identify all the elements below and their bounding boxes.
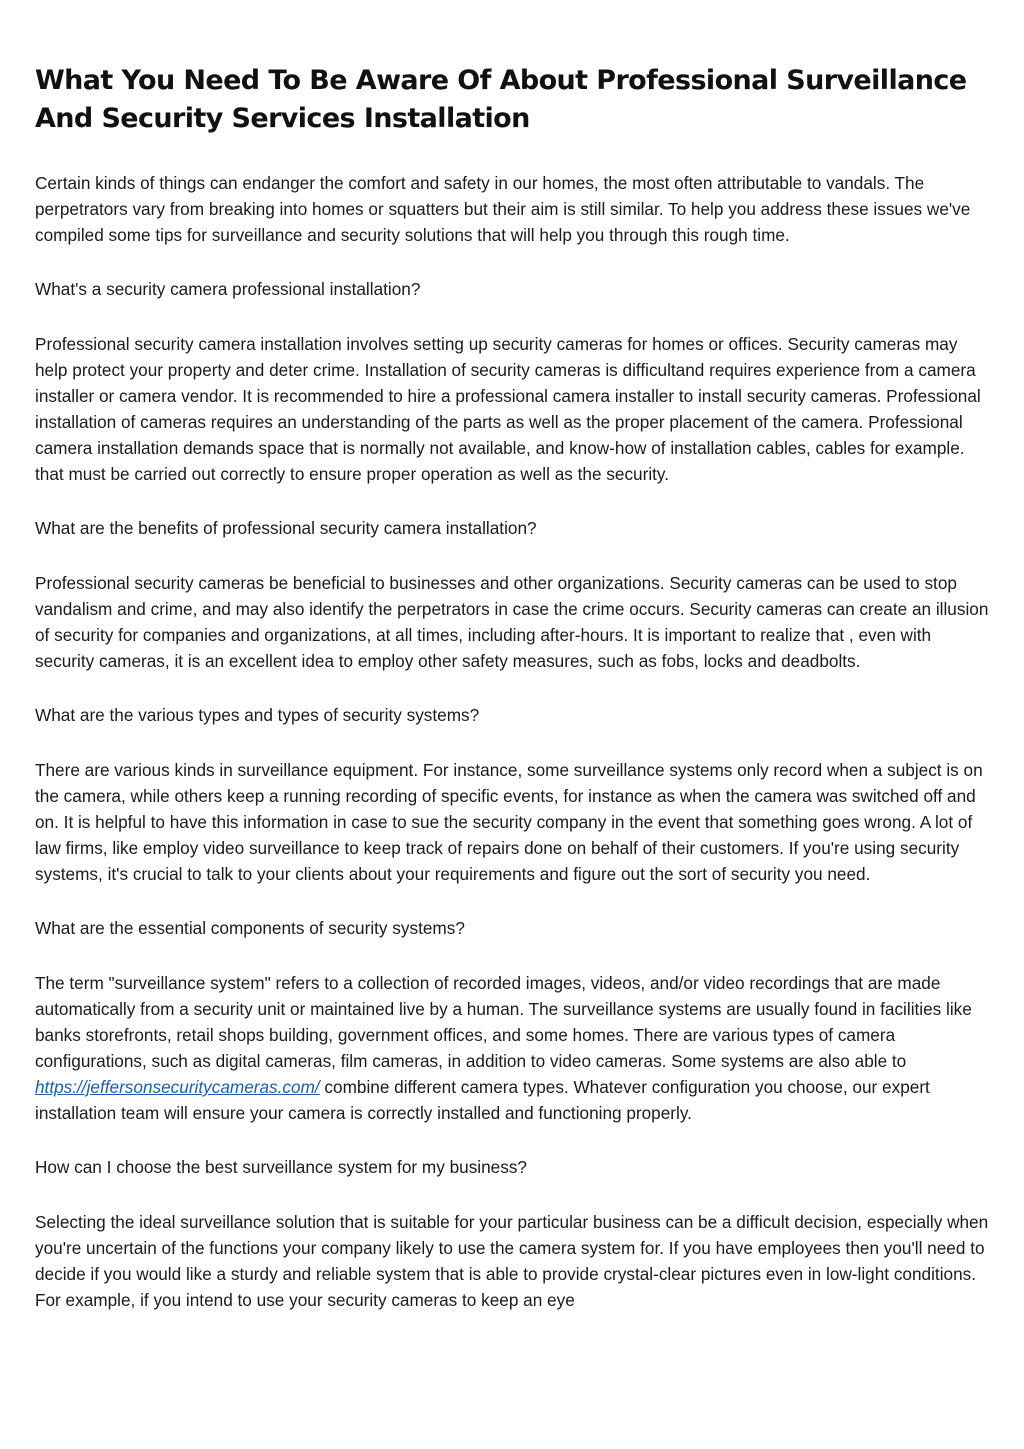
question-heading-2: What are the benefits of professional security camera installation? — [35, 518, 537, 538]
question-heading-1: What's a security camera professional installation? — [35, 279, 421, 299]
paragraph-benefits: Professional security cameras be beneficial to businesses and other organizations. Security cameras can be used to stop vandalism and crime, and may also identify the perpetrators in case the crime occurs. Security cameras can create an illusion of security for companies and organizations, at all times, including after-hours. It is important to realize that , even with security cameras, it is an excellent idea to employ other safety measures, such as fobs, locks and deadbolts. — [35, 573, 989, 671]
question-heading-3: What are the various types and types of security systems? — [35, 705, 480, 725]
question-heading-4: What are the essential components of security systems? — [35, 918, 465, 938]
website-link[interactable]: https://jeffersonsecuritycameras.com/ — [35, 1077, 320, 1097]
article-title: What You Need To Be Aware Of About Professional Surveillance And Security Services Installation — [35, 65, 967, 134]
paragraph-types: There are various kinds in surveillance equipment. For instance, some surveillance systems only record when a subject is on the camera, while others keep a running recording of specific events, for instance as when the camera was switched off and on. It is helpful to have this information in case to sue the security company in the event that something goes wrong. A lot of law firms, like employ video surveillance to keep track of repairs done on behalf of their customers. If you're using security systems, it's crucial to talk to your clients about your requirements and figure out the sort of security you need. — [35, 760, 983, 884]
paragraph-components — [35, 970, 993, 1126]
paragraph-installation: Professional security camera installation involves setting up security cameras for homes or offices. Security cameras may help protect your property and deter crime. Installation of security cameras is difficultand requires experience from a camera installer or camera vendor. It is recommended to hire a professional camera installer to install security cameras. Professional installation of cameras requires an understanding of the parts as well as the proper placement of the camera. Professional camera installation demands space that is normally not available, and know-how of installation cables, cables for example. that must be carried out correctly to ensure proper operation as well as the security. — [35, 334, 981, 484]
article — [35, 62, 993, 1341]
paragraph-components-text-before: The term "surveillance system" refers to a collection of recorded images, videos, and/or video recordings that are made automatically from a security unit or maintained live by a human. The surveillance systems are usually found in facilities like banks storefronts, retail shops building, government offices, and some homes. There are various types of camera configurations, such as digital cameras, film cameras, in addition to video cameras. Some systems are also able to — [35, 973, 972, 1071]
paragraph-intro: Certain kinds of things can endanger the comfort and safety in our homes, the most often attributable to vandals. The perpetrators vary from breaking into homes or squatters but their aim is still similar. To help you address these issues we've compiled some tips for surveillance and security solutions that will help you through this rough time. — [35, 173, 971, 245]
paragraph-components-text-after: combine different camera types. Whatever configuration you choose, our expert installation team will ensure your camera is correctly installed and functioning properly. — [35, 1077, 930, 1123]
question-heading-5: How can I choose the best surveillance system for my business? — [35, 1157, 527, 1177]
paragraph-choosing: Selecting the ideal surveillance solution that is suitable for your particular business can be a difficult decision, especially when you're uncertain of the functions your company likely to use the camera system for. If you have employees then you'll need to decide if you would like a sturdy and reliable system that is able to provide crystal-clear pictures even in low-light conditions. For example, if you intend to use your security cameras to keep an eye — [35, 1212, 989, 1310]
